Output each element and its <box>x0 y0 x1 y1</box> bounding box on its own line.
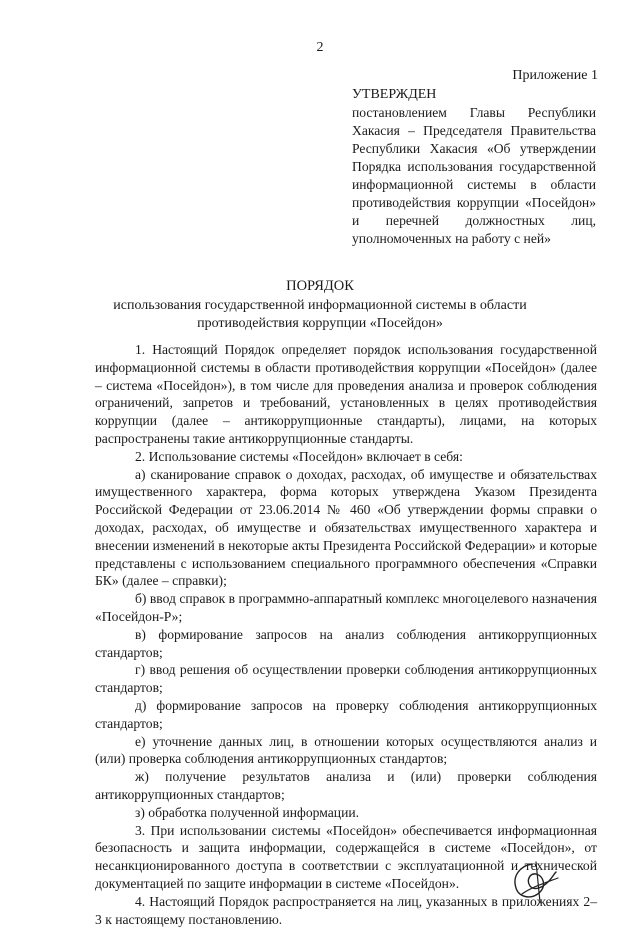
paragraph: г) ввод решения об осуществлении проверки соблюдения антикоррупционных стандартов; <box>95 662 597 696</box>
document-subtitle: использования государственной информационной системы в области противодействия коррупции «Посейдон» <box>113 298 527 331</box>
paragraph: з) обработка полученной информации. <box>135 804 360 820</box>
document-title-block <box>0 277 640 333</box>
handwritten-signature <box>502 858 562 904</box>
paragraph: 3. При использовании системы «Посейдон» обеспечивается информационная безопасность и защита информации, содержащейся в системе «Посейдон», от несанкционированного доступа в соответствии с эксплуатационной и технической документацией по защите информации в системе «Посейдон». <box>95 822 597 891</box>
paragraph: 2. Использование системы «Посейдон» включает в себя: <box>135 448 463 464</box>
paragraph: а) сканирование справок о доходах, расходах, об имуществе и обязательствах имущественного характера, форма которых утверждена Указом Президента Российской Федерации от 23.06.2014 № 460 «Об утверждении формы справки о доходах, расходах, об имуществе и обязательствах имущественного характера и внесении изменений в некоторые акты Президента Российской Федерации» и которые представлены с использованием специального программного обеспечения «Справки БК» (далее – справки); <box>95 466 597 589</box>
paragraph: 1. Настоящий Порядок определяет порядок использования государственной информационной системы в области противодействия коррупции «Посейдон» (далее – система «Посейдон»), в том числе для проведения анализа и проверок соблюдения ограничений, запретов и требований, установленных в целях противодействия коррупции (далее – антикоррупционные стандарты), лицами, на которых распространены такие антикоррупционные стандарты. <box>95 342 597 446</box>
paragraph: в) формирование запросов на анализ соблюдения антикоррупционных стандартов; <box>95 626 597 660</box>
paragraph: е) уточнение данных лиц, в отношении которых осуществляются анализ и (или) проверка соблюдения антикоррупционных стандартов; <box>95 733 597 767</box>
paragraph: 4. Настоящий Порядок распространяется на лиц, указанных в приложениях 2–3 к настоящему постановлению. <box>95 893 597 927</box>
page-number: 2 <box>316 40 324 55</box>
paragraph: ж) получение результатов анализа и (или) проверки соблюдения антикоррупционных стандартов; <box>95 769 597 802</box>
approval-text: постановлением Главы Республики Хакасия – Председателя Правительства Республики Хакасия «Об утверждении Порядка использования государственной информационной системы в области противодействия коррупции «Посейдон» и перечней должностных лиц, уполномоченных на работу с ней» <box>352 105 596 246</box>
document-title: ПОРЯДОК <box>286 278 354 294</box>
paragraph: д) формирование запросов на проверку соблюдения антикоррупционных стандартов; <box>95 697 597 731</box>
appendix-label: Приложение 1 <box>512 68 598 83</box>
paragraph: б) ввод справок в программно-аппаратный комплекс многоцелевого назначения «Посейдон-Р»; <box>95 591 597 624</box>
document-body <box>95 341 597 928</box>
approval-title: УТВЕРЖДЕН <box>352 87 437 102</box>
approval-block <box>352 86 596 248</box>
